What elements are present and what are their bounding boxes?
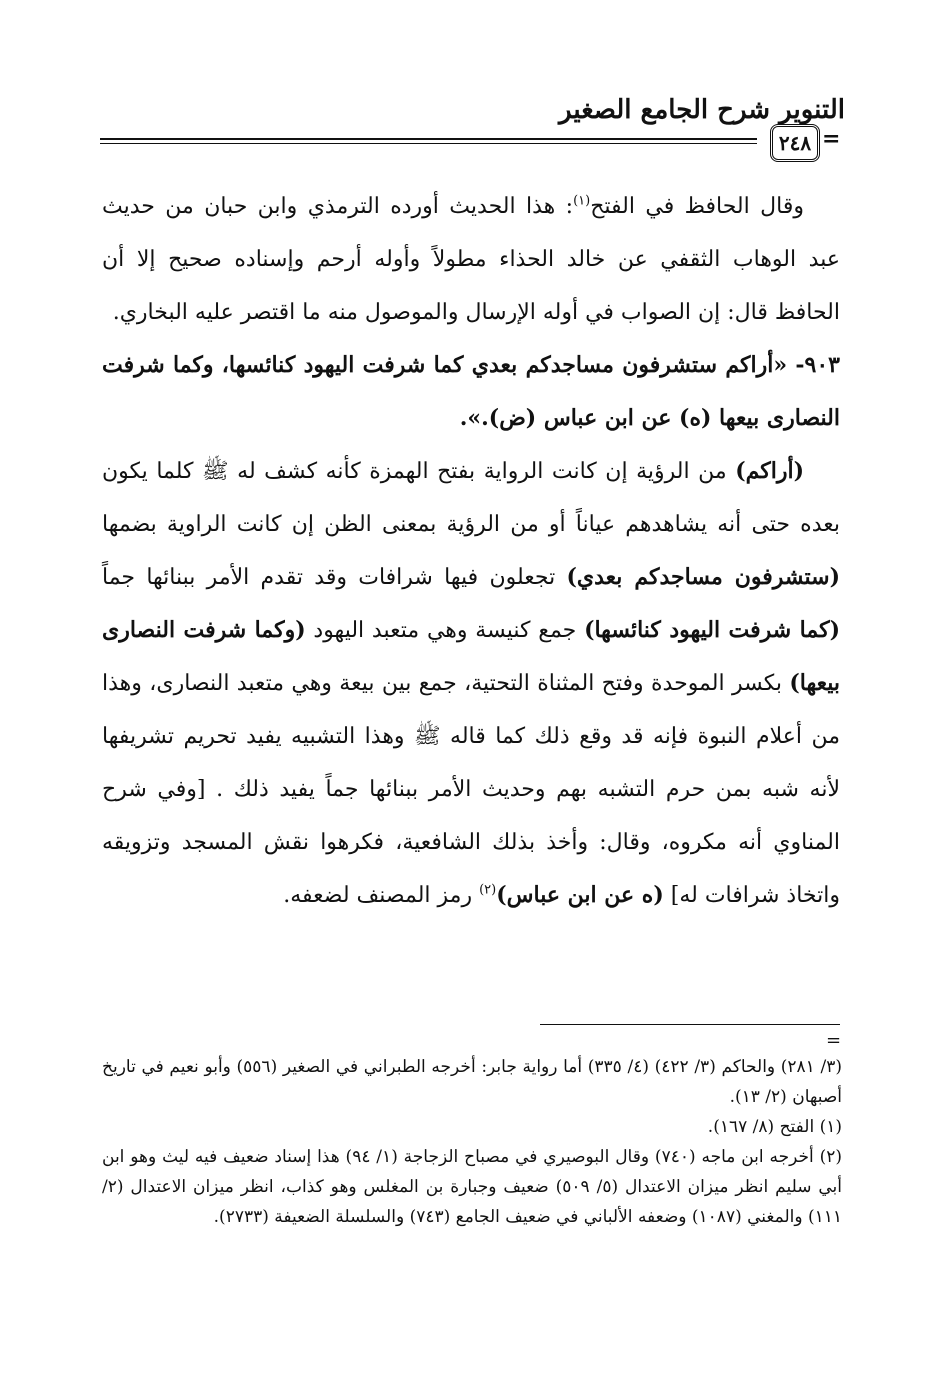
footnote-separator: [540, 1024, 840, 1025]
footnote-equals-mark: =: [826, 1030, 842, 1051]
header-equals-mark: =: [822, 126, 841, 152]
footnote-continuation: (٣/ ٢٨١) والحاكم (٣/ ٤٢٢) (٤/ ٣٣٥) أما رواية جابر: أخرجه الطبراني في الصغير (٥٥٦) وأبو نعيم في تاريخ أصبهان (٢/ ١٣).: [102, 1057, 842, 1107]
footnotes: [102, 1052, 842, 1232]
paragraph-commentary-intro: [102, 180, 840, 339]
bold-term: (كما شرفت اليهود كنائسها): [584, 617, 840, 643]
paragraph-explanation: [102, 445, 840, 922]
bold-term: (ستشرفون مساجدكم بعدي): [566, 564, 840, 590]
main-text: [102, 180, 840, 922]
header-rule: [100, 138, 757, 144]
page-number: ٢٤٨: [778, 131, 812, 155]
text-segment: جمع كنيسة وهي متعبد اليهود: [305, 618, 585, 643]
bold-term: (أراكم): [735, 458, 804, 484]
page-number-box: [770, 124, 820, 162]
footnote-ref-1: (١): [573, 193, 591, 209]
text-segment: بكسر الموحدة وفتح المثناة التحتية، جمع بين بيعة وهي متعبد النصارى، وهذا من أعلام النبوة فإنه قد وقع ذلك كما قاله ﷺ وهذا التشبيه يفيد تحريم تشريفها لأنه شبه بمن حرم التشبه بهم وحديث الأمر ببنائها جماً يفيد ذلك . [وفي شرح المناوي أنه مكروه، وقال: وأخذ بذلك الشافعية، فكرهوا نقش المسجد وتزويقه واتخاذ شرافات له]: [102, 671, 840, 908]
text-segment: تجعلون فيها شرافات وقد تقدم الأمر ببنائها جماً: [102, 565, 567, 590]
text-segment: وقال الحافظ في الفتح: [590, 194, 804, 219]
text-segment: من الرؤية إن كانت الرواية بفتح الهمزة كأنه كشف له ﷺ كلما يكون بعده حتى أنه يشاهدهم عياناً أو من الرؤية بمعنى الظن إن كانت الراوية بضمها: [102, 459, 840, 537]
text-segment: رمز المصنف لضعفه.: [283, 883, 480, 908]
footnote-1: (١) الفتح (٨/ ١٦٧).: [707, 1117, 842, 1137]
running-header-title: التنوير شرح الجامع الصغير: [559, 95, 845, 125]
footnote-2: (٢) أخرجه ابن ماجه (٧٤٠) وقال البوصيري في مصباح الزجاجة (١/ ٩٤) هذا إسناد ضعيف فيه ليث وهو ابن أبي سليم انظر ميزان الاعتدال (٥/ ٥٠٩) ضعيف وجبارة بن المغلس وهو كذاب، انظر ميزان الاعتدال (٢/ ١١١) والمغني (١٠٨٧) وضعفه الألباني في ضعيف الجامع (٧٤٣) والسلسلة الضعيفة (٢٧٣٣).: [102, 1147, 842, 1227]
text-segment: : هذا الحديث أورده الترمذي وابن حبان من حديث عبد الوهاب الثقفي عن خالد الحذاء مطولاً وأوله أرحم وإسناده صحيح إلا أن الحافظ قال: إن الصواب في أوله الإرسال والموصول منه ما اقتصر عليه البخاري.: [102, 194, 840, 325]
hadith-903: ٩٠٣- «أراكم ستشرفون مساجدكم بعدي كما شرفت اليهود كنائسها، وكما شرفت النصارى بيعها (ه) عن ابن عباس (ض).».: [102, 352, 840, 431]
bold-term: (وكما شرفت النصارى بيعها): [102, 617, 840, 696]
bold-term: (ه عن ابن عباس): [496, 882, 664, 908]
footnote-ref-2: (٢): [479, 882, 497, 898]
